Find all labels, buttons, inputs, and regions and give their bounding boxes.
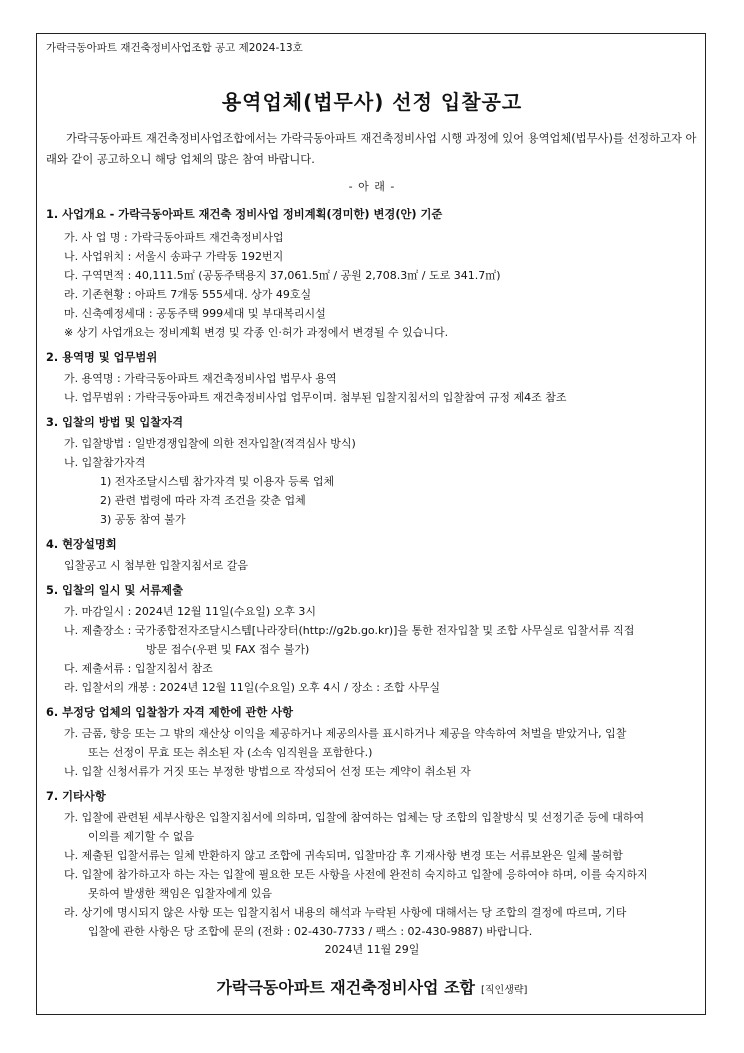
section-1-item: 다. 구역면적 : 40,111.5㎡ (공동주택용지 37,061.5㎡ / 공원 2,708.3㎡ / 도로 341.7㎡) xyxy=(64,269,501,282)
section-7-title: 7. 기타사항 xyxy=(46,790,106,803)
section-2-title: 2. 용역명 및 업무범위 xyxy=(46,351,158,364)
seal-note: [직인생략] xyxy=(480,985,528,996)
section-4-item: 입찰공고 시 첨부한 입찰지침서로 갈음 xyxy=(64,559,249,572)
section-1-item: 라. 기존현황 : 아파트 7개동 555세대. 상가 49호실 xyxy=(64,288,312,301)
page-title: 용역업체(법무사) 선정 입찰공고 xyxy=(221,90,523,114)
section-7-item: 라. 상기에 명시되지 않은 사항 또는 입찰지침서 내용의 해석과 누락된 사항에 대해서는 당 조합의 결정에 따르며, 기타 xyxy=(64,906,627,919)
organization-signature xyxy=(0,975,744,998)
below-label: - 아 래 - xyxy=(348,180,396,193)
section-5-item: 나. 제출장소 : 국가종합전자조달시스템[나라장터(http://g2b.go.kr)]을 통한 전자입찰 및 조합 사무실로 입찰서류 직접 xyxy=(64,624,635,637)
notice-number: 가락극동아파트 재건축정비사업조합 공고 제2024-13호 xyxy=(46,42,303,54)
section-6-item-continuation: 또는 선정이 무효 또는 취소된 자 (소속 임직원을 포함한다.) xyxy=(88,746,373,759)
section-2-item: 가. 용역명 : 가락극동아파트 재건축정비사업 법무사 용역 xyxy=(64,372,337,385)
section-1-note: ※ 상기 사업개요는 정비계획 변경 및 각종 인·허가 과정에서 변경될 수 있습니다. xyxy=(64,326,449,339)
section-6-item: 나. 입찰 신청서류가 거짓 또는 부정한 방법으로 작성되어 선정 또는 계약이 취소된 자 xyxy=(64,765,471,778)
section-5-item: 라. 입찰서의 개봉 : 2024년 12월 11일(수요일) 오후 4시 / 장소 : 조합 사무실 xyxy=(64,681,441,694)
section-7-item: 나. 제출된 입찰서류는 일체 반환하지 않고 조합에 귀속되며, 입찰마감 후 기재사항 변경 또는 서류보완은 일체 불허함 xyxy=(64,849,623,862)
section-5-item: 다. 제출서류 : 입찰지침서 참조 xyxy=(64,662,213,675)
section-4-title: 4. 현장설명회 xyxy=(46,538,117,551)
notice-date: 2024년 11월 29일 xyxy=(324,943,420,956)
section-1-item: 가. 사 업 명 : 가락극동아파트 재건축정비사업 xyxy=(64,231,284,244)
section-1-title: 1. 사업개요 - 가락극동아파트 재건축 정비사업 정비계획(경미한) 변경(안) 기준 xyxy=(46,208,443,221)
section-6-item: 가. 금품, 향응 또는 그 밖의 재산상 이익을 제공하거나 제공의사를 표시하거나 제공을 약속하여 처벌을 받았거나, 입찰 xyxy=(64,727,627,740)
section-3-item: 나. 입찰참가자격 xyxy=(64,456,146,469)
organization-name: 가락극동아파트 재건축정비사업 조합 xyxy=(216,978,475,997)
section-7-item: 가. 입찰에 관련된 세부사항은 입찰지침서에 의하며, 입찰에 참여하는 업체는 당 조합의 입찰방식 및 선정기준 등에 대하여 xyxy=(64,811,645,824)
section-3-item: 가. 입찰방법 : 일반경쟁입찰에 의한 전자입찰(적격심사 방식) xyxy=(64,437,356,450)
section-1-item: 마. 신축예정세대 : 공동주택 999세대 및 부대복리시설 xyxy=(64,307,326,320)
section-3-subitem: 3) 공동 참여 불가 xyxy=(100,513,186,526)
section-1-item: 나. 사업위치 : 서울시 송파구 가락동 192번지 xyxy=(64,250,284,263)
section-2-item: 나. 업무범위 : 가락극동아파트 재건축정비사업 업무이며. 첨부된 입찰지침서의 입찰참여 규정 제4조 참조 xyxy=(64,391,567,404)
section-7-item: 다. 입찰에 참가하고자 하는 자는 입찰에 필요한 모든 사항을 사전에 완전히 숙지하고 입찰에 응하여야 하며, 이를 숙지하지 xyxy=(64,868,648,881)
section-7-item-continuation: 이의를 제기할 수 없음 xyxy=(88,830,195,843)
intro-paragraph: 가락극동아파트 재건축정비사업조합에서는 가락극동아파트 재건축정비사업 시행 과정에 있어 용역업체(법무사)를 선정하고자 아래와 같이 공고하오니 해당 업체의 많은 참여 바랍니다. xyxy=(46,132,697,166)
section-5-title: 5. 입찰의 일시 및 서류제출 xyxy=(46,584,184,597)
section-3-subitem: 2) 관련 법령에 따라 자격 조건을 갖춘 업체 xyxy=(100,494,306,507)
section-7-item-continuation: 입찰에 관한 사항은 당 조합에 문의 (전화 : 02-430-7733 / 팩스 : 02-430-9887) 바랍니다. xyxy=(88,925,533,938)
section-5-item-continuation: 방문 접수(우편 및 FAX 접수 불가) xyxy=(146,643,310,656)
section-6-title: 6. 부정당 업체의 입찰참가 자격 제한에 관한 사항 xyxy=(46,706,294,719)
section-3-subitem: 1) 전자조달시스템 참가자격 및 이용자 등록 업체 xyxy=(100,475,335,488)
section-5-item: 가. 마감일시 : 2024년 12월 11일(수요일) 오후 3시 xyxy=(64,605,317,618)
section-3-title: 3. 입찰의 방법 및 입찰자격 xyxy=(46,416,184,429)
section-7-item-continuation: 못하여 발생한 책임은 입찰자에게 있음 xyxy=(88,887,273,900)
